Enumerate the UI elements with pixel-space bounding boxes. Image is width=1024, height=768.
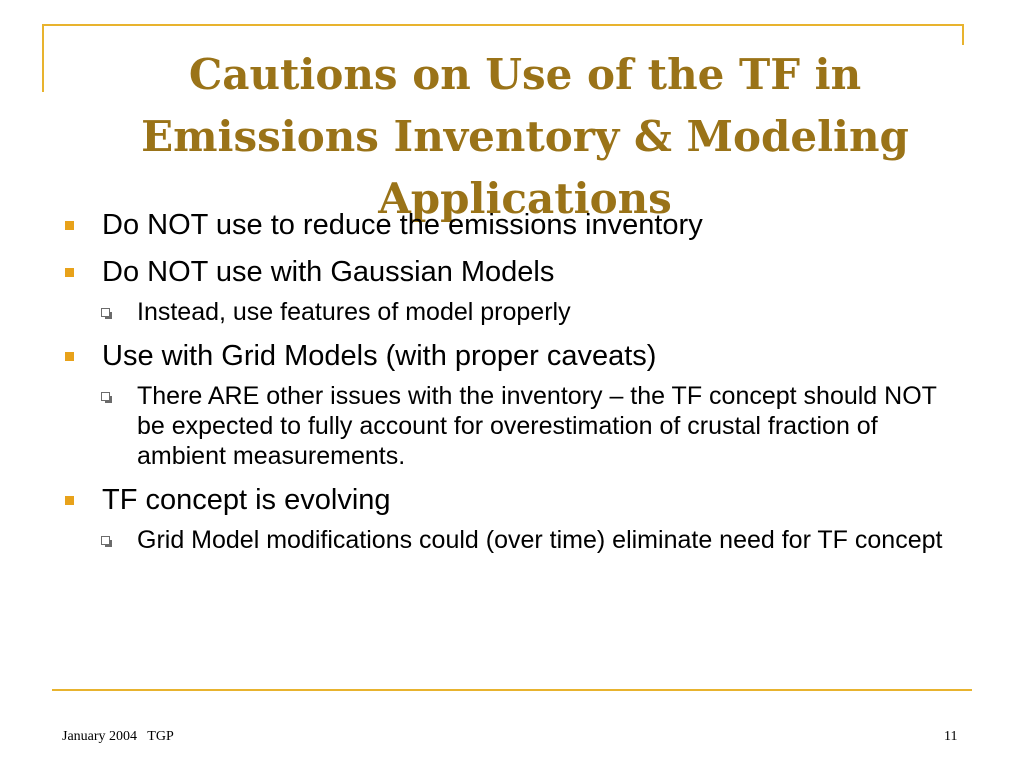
slide-number: 11	[944, 729, 958, 744]
title-line-2: Emissions Inventory & Modeling	[141, 112, 909, 161]
sub-bullet-item	[97, 297, 962, 327]
bullet-item	[62, 483, 962, 517]
hollow-square-bullet-icon	[101, 308, 110, 317]
sub-bullet-item	[97, 525, 962, 555]
filled-square-bullet-icon	[65, 221, 74, 230]
sub-bullet-text: Instead, use features of model properly	[137, 298, 571, 326]
hollow-square-bullet-icon	[101, 536, 110, 545]
title-line-1: Cautions on Use of the TF in	[188, 50, 862, 99]
filled-square-bullet-icon	[65, 352, 74, 361]
bullet-text: Do NOT use with Gaussian Models	[102, 256, 555, 288]
footer-accent-rule	[52, 689, 972, 691]
title-line-3: Applications	[378, 174, 672, 223]
top-accent-rule	[42, 24, 964, 26]
bullet-text: TF concept is evolving	[102, 484, 391, 516]
bullet-item	[62, 208, 962, 242]
bullet-text: Do NOT use to reduce the emissions inventory	[102, 209, 703, 241]
sub-bullet-text: Grid Model modifications could (over time) eliminate need for TF concept	[137, 526, 943, 554]
sub-bullet-text: There ARE other issues with the inventory – the TF concept should NOT be expected to fully account for overestimation of crustal fraction of ambient measurements.	[137, 382, 937, 470]
right-accent-rule	[962, 24, 964, 45]
bullet-list	[62, 208, 962, 567]
filled-square-bullet-icon	[65, 496, 74, 505]
bullet-item	[62, 339, 962, 373]
left-accent-rule	[42, 24, 44, 92]
slide-title	[100, 44, 950, 230]
sub-bullet-item	[97, 381, 962, 471]
filled-square-bullet-icon	[65, 268, 74, 277]
footer-date-author: January 2004 TGP	[62, 729, 174, 744]
bullet-item	[62, 255, 962, 289]
bullet-text: Use with Grid Models (with proper caveats)	[102, 340, 657, 372]
hollow-square-bullet-icon	[101, 392, 110, 401]
